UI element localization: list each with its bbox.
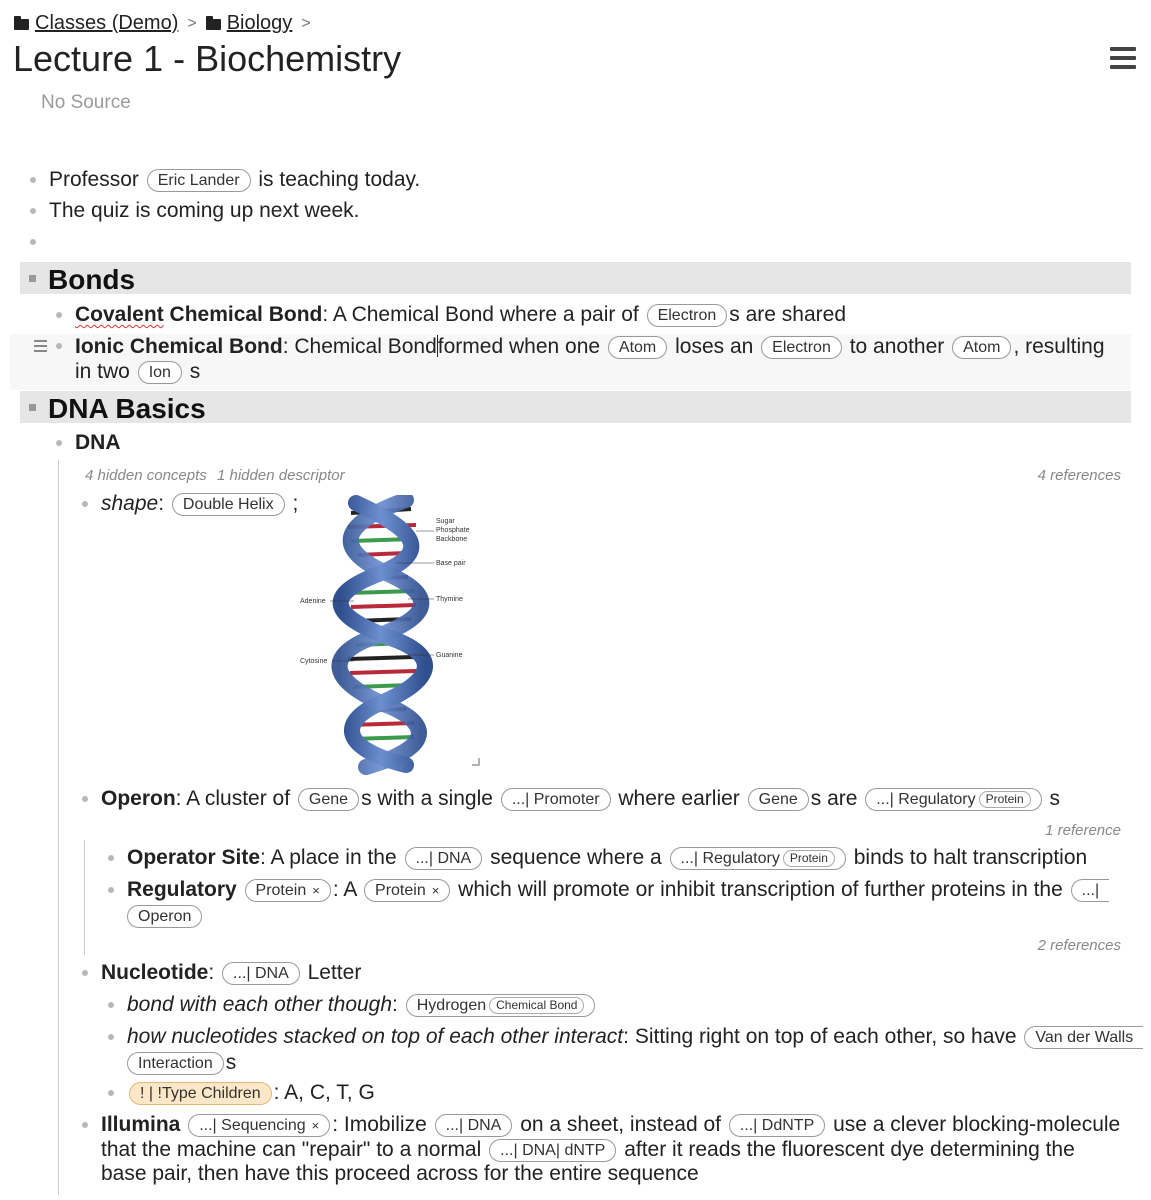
text: Letter [307, 961, 362, 984]
concept-pill[interactable] [489, 1139, 616, 1162]
section-header-bonds[interactable] [20, 262, 1131, 294]
list-item[interactable] [127, 992, 597, 1017]
list-item[interactable] [75, 302, 846, 327]
text: s [225, 1051, 237, 1074]
pill-sub-tag: Chemical Bond [489, 997, 584, 1014]
text: : A cluster of [175, 787, 291, 810]
text: s [189, 360, 201, 383]
section-header-dna-basics[interactable] [20, 391, 1131, 423]
resize-handle-icon[interactable] [472, 758, 479, 765]
concept-pill[interactable]: Van der Walls [1024, 1026, 1143, 1049]
list-item[interactable] [127, 1080, 375, 1105]
concept-pill[interactable] [188, 1114, 330, 1137]
pill-label: ...| Regulatory [876, 791, 976, 808]
indent-guide [84, 840, 85, 955]
concept-pill[interactable]: Gene [748, 788, 809, 811]
concept-pill[interactable]: Gene [298, 788, 359, 811]
folder-icon [14, 19, 29, 30]
text: is teaching today. [258, 168, 421, 191]
concept-pill[interactable] [670, 847, 846, 870]
svg-text:Backbone: Backbone [436, 536, 468, 543]
bullet-icon [56, 343, 62, 349]
list-item[interactable] [101, 786, 1060, 811]
drag-handle-icon[interactable] [34, 340, 47, 355]
references-link[interactable]: 2 references [1037, 937, 1121, 954]
bullet-icon [108, 1090, 114, 1096]
svg-text:Base pair: Base pair [436, 560, 466, 567]
text: use a clever blocking-molecule [833, 1113, 1121, 1136]
text: : A, C, T, G [273, 1081, 375, 1104]
term: DNA [75, 431, 121, 454]
list-item-continuation: base pair, then have this proceed across for the entire sequence [101, 1162, 699, 1185]
references-link[interactable]: 4 references [1037, 467, 1121, 484]
section-title: Bonds [48, 264, 136, 295]
text: s with a single [361, 787, 493, 810]
references-link[interactable]: 1 reference [1045, 822, 1121, 839]
source-field[interactable]: No Source [41, 92, 131, 113]
concept-pill[interactable]: Operon [127, 905, 202, 928]
collapse-toggle-icon[interactable] [29, 275, 36, 282]
concept-pill[interactable] [406, 994, 596, 1017]
term: Illumina [101, 1113, 181, 1136]
text: loses an [675, 335, 754, 358]
bullet-icon [56, 312, 62, 318]
text: ; [292, 492, 299, 515]
pill-sub-tag: Protein [979, 791, 1031, 808]
hidden-descriptor-link[interactable]: 1 hidden descriptor [217, 467, 345, 484]
text: on a sheet, instead of [520, 1113, 721, 1136]
bullet-icon [82, 796, 88, 802]
concept-pill[interactable]: Interaction [127, 1052, 224, 1075]
term: Ionic Chemical Bond [75, 335, 283, 358]
descriptor-label: shape [101, 492, 159, 515]
concept-pill[interactable]: ...| DNA [435, 1114, 513, 1137]
pill-label: ...| Sequencing [199, 1117, 306, 1134]
text: : Sitting right on top of each other, so have [623, 1025, 1017, 1048]
term: Regulatory [127, 878, 237, 901]
svg-text:Sugar: Sugar [436, 518, 455, 525]
concept-pill[interactable]: Atom [608, 336, 667, 359]
text: where earlier [618, 787, 740, 810]
text: : [208, 961, 215, 984]
term: Chemical Bond [163, 303, 323, 326]
section-title: DNA Basics [48, 393, 206, 424]
term: Operon [101, 787, 176, 810]
svg-text:Guanine: Guanine [436, 652, 463, 659]
concept-pill[interactable]: Electron [761, 336, 842, 359]
concept-pill[interactable] [364, 879, 450, 902]
list-item[interactable] [127, 845, 1087, 870]
text: : A Chemical Bond where a pair of [322, 303, 639, 326]
remove-icon[interactable]: × [312, 883, 320, 898]
bullet-icon [108, 887, 114, 893]
folder-icon [206, 19, 221, 30]
list-item[interactable]: The quiz is coming up next week. [49, 199, 360, 222]
list-item-continuation [125, 1050, 236, 1075]
svg-text:Phosphate: Phosphate [436, 527, 470, 534]
bullet-icon [82, 501, 88, 507]
descriptor-label: how nucleotides stacked on top of each other interact [127, 1025, 624, 1048]
term: Nucleotide [101, 961, 209, 984]
text: , resulting in two [75, 335, 1105, 383]
text: sequence where a [490, 846, 662, 869]
pill-label: Hydrogen [416, 997, 487, 1014]
concept-pill[interactable]: Electron [647, 304, 728, 327]
breadcrumb-label: Classes (Demo) [35, 12, 179, 34]
svg-text:Cytosine: Cytosine [300, 658, 328, 665]
pill-sub-tag: Protein [783, 850, 835, 867]
pill-label: | dNTP [555, 1142, 606, 1159]
text: s [1049, 787, 1060, 810]
bullet-icon [82, 970, 88, 976]
text: to another [849, 335, 945, 358]
text: : [392, 993, 398, 1016]
text: s are [810, 787, 858, 810]
list-item-continuation [125, 903, 204, 928]
term: Covalent [75, 303, 164, 326]
concept-pill[interactable]: ...| DNA [222, 962, 300, 985]
breadcrumb [14, 12, 320, 35]
list-item[interactable] [75, 430, 121, 455]
text: : Chemical Bond [282, 335, 437, 358]
text: Professor [49, 168, 139, 191]
term: Operator Site [127, 846, 261, 869]
svg-text:Thymine: Thymine [436, 596, 463, 603]
concept-pill[interactable]: ...| DdNTP [729, 1114, 825, 1137]
text: binds to halt transcription [853, 846, 1088, 869]
list-item[interactable] [49, 167, 420, 192]
text: : A place in the [260, 846, 397, 869]
pill-label: Protein [255, 882, 307, 899]
concept-pill[interactable]: Eric Lander [147, 169, 251, 192]
remove-icon[interactable]: × [311, 1118, 320, 1133]
text: after it reads the fluorescent dye determining the [624, 1138, 1075, 1161]
pill-label: ...| DNA [500, 1142, 556, 1159]
bullet-icon [30, 208, 36, 214]
text: : Imobilize [332, 1113, 427, 1136]
pill-label: ...| Regulatory [680, 850, 780, 867]
breadcrumb-item-classes[interactable] [14, 12, 178, 35]
bullet-icon [108, 1002, 114, 1008]
text: that the machine can "repair" to a normal [101, 1138, 482, 1161]
list-item[interactable] [101, 1112, 1120, 1137]
breadcrumb-label: Biology [226, 12, 293, 34]
indent-guide [58, 460, 59, 1195]
bullet-icon [82, 1122, 88, 1128]
page-title: Lecture 1 - Biochemistry [13, 38, 402, 79]
svg-text:Adenine: Adenine [300, 598, 326, 605]
text: : A [332, 878, 357, 901]
dna-double-helix-image[interactable] [296, 495, 486, 775]
descriptor-label: bond with each other though [127, 993, 393, 1016]
concept-pill[interactable]: Ion [138, 361, 182, 384]
concept-pill[interactable]: Atom [952, 336, 1011, 359]
hidden-concepts-link[interactable]: 4 hidden concepts [85, 467, 207, 484]
breadcrumb-separator: > [187, 14, 197, 32]
list-item[interactable] [101, 960, 361, 985]
concept-pill[interactable]: Double Helix [172, 493, 285, 516]
text: formed when one [437, 335, 601, 358]
bullet-icon [30, 177, 36, 183]
concept-pill[interactable]: ...| DNA [405, 847, 483, 870]
pill-label: Protein [375, 882, 426, 899]
list-item[interactable] [127, 877, 1111, 902]
concept-pill[interactable]: ...| Promoter [501, 788, 611, 811]
text: which will promote or inhibit transcription of further proteins in the [458, 878, 1063, 901]
concept-pill[interactable] [865, 788, 1041, 811]
bullet-icon [108, 1034, 114, 1040]
breadcrumb-item-biology[interactable] [206, 12, 293, 35]
remove-icon[interactable]: × [431, 883, 440, 898]
list-item-continuation [101, 1137, 1075, 1162]
hamburger-menu-icon[interactable] [1110, 47, 1136, 71]
list-item[interactable]: shape: Double Helix ; [101, 492, 299, 515]
list-item[interactable] [75, 334, 1125, 384]
bullet-icon [30, 239, 36, 245]
type-children-pill[interactable]: ! | !Type Children [129, 1082, 272, 1105]
bullet-icon [108, 855, 114, 861]
concept-pill[interactable] [245, 879, 331, 902]
breadcrumb-separator: > [301, 14, 311, 32]
collapse-toggle-icon[interactable] [29, 404, 36, 411]
bullet-icon [56, 440, 62, 446]
concept-pill[interactable]: ...| [1071, 879, 1110, 902]
text: s are shared [729, 303, 847, 326]
list-item[interactable] [127, 1024, 1145, 1049]
